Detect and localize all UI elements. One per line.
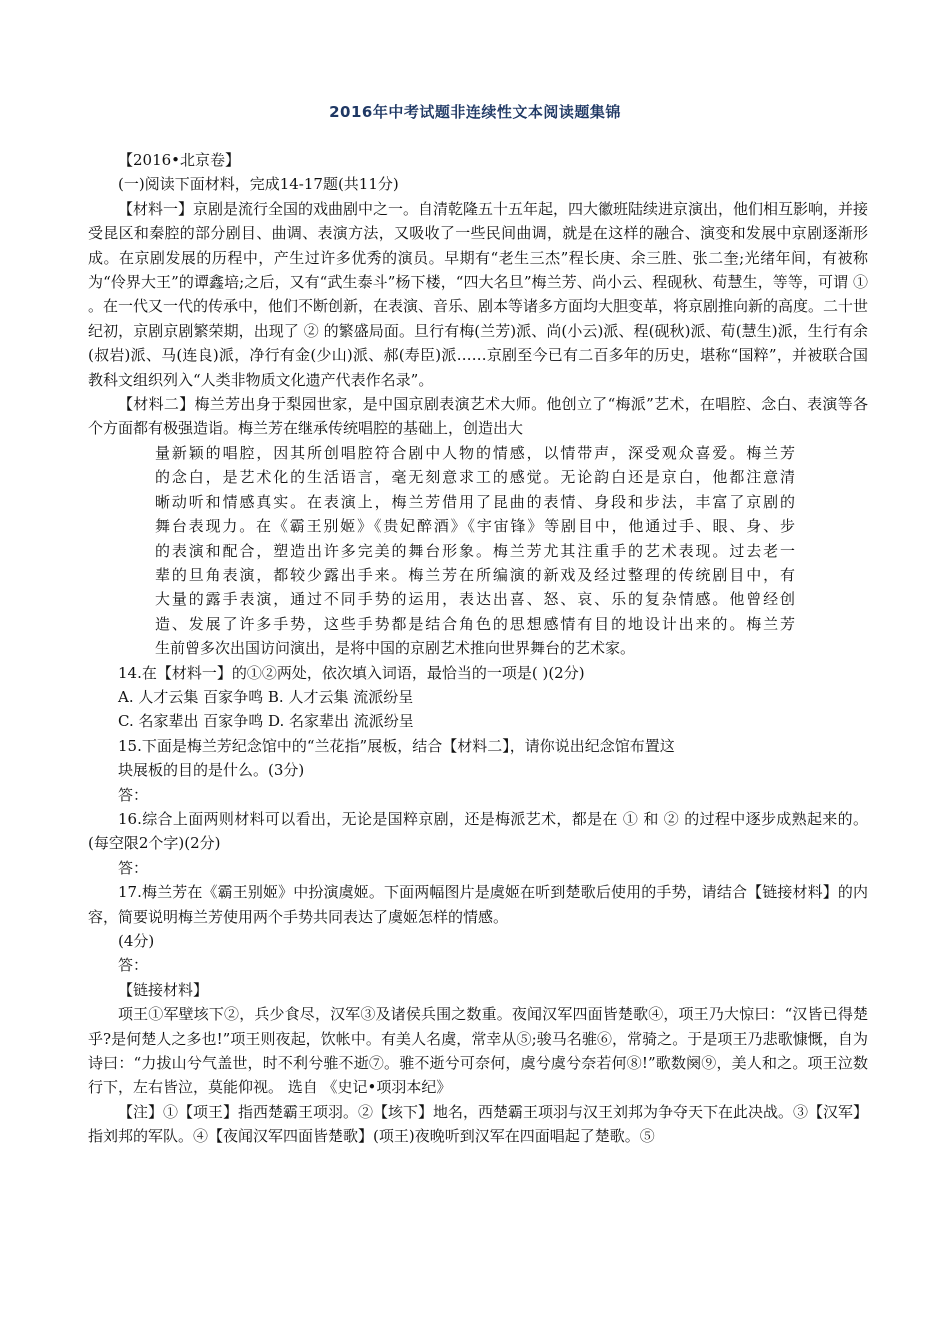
question-15: 15.下面是梅兰芳纪念馆中的“兰花指”展板，结合【材料二】，请你说出纪念馆布置这 [118,736,675,755]
document-body [88,148,868,1149]
material-two-line: 晰动听和情感真实。在表演上，梅兰芳借用了昆曲的表情、身段和步法，丰富了京剧的 [155,492,795,511]
question-14-options-cd: C. 名家辈出 百家争鸣 D. 名家辈出 流派纷呈 [118,712,414,731]
material-two-line: 的念白，是艺术化的生活语言，毫无刻意求工的感觉。无论韵白还是京白，他都注意清 [155,468,795,487]
question-17: 17.梅兰芳在《霸王别姬》中扮演虞姬。下面两幅图片是虞姬在听到楚歌后使用的手势，请结合【链接材料】的内容，简要说明梅兰芳使用两个手势共同表达了虞姬怎样的情感。 [88,883,868,926]
question-16: 16.综合上面两则材料可以看出，无论是国粹京剧，还是梅派艺术，都是在 ① 和 ② 的过程中逐步成熟起来的。(每空限2个字)(2分) [88,809,868,853]
material-two-line: 辈的旦角表演，都较少露出手来。梅兰芳在所编演的新戏及经过整理的传统剧目中，有 [155,565,795,584]
material-two-line: 造、发展了许多手势，这些手势都是结合角色的思想感情有目的地设计出来的。梅兰芳 [155,614,795,633]
answer-label: 答： [118,858,149,877]
material-two-line: 生前曾多次出国访问演出，是将中国的京剧艺术推向世界舞台的艺术家。 [155,639,636,658]
document-title: 2016年中考试题非连续性文本阅读题集锦 [329,103,621,121]
question-14: 14.在【材料一】的①②两处，依次填入词语，最恰当的一项是( )(2分) [118,663,585,682]
material-two-line: 的表演和配合，塑造出许多完美的舞台形象。梅兰芳尤其注重手的艺术表现。过去老一 [155,541,795,560]
material-two-line: 舞台表现力。在《霸王别姬》《贵妃醉酒》《宇宙锋》等剧目中，他通过手、眼、身、步 [155,517,795,536]
material-two-line: 大量的露手表演，通过不同手势的运用，表达出喜、怒、哀、乐的复杂情感。他曾经创 [155,590,795,609]
material-one-paragraph: 【材料一】京剧是流行全国的戏曲剧中之一。自清乾隆五十五年起，四大徽班陆续进京演出，他们相互影响，并接受昆区和秦腔的部分剧目、曲调、表演方法，又吸收了一些民间曲调，就是在这样的融合、演变和发展中京剧逐渐形成。在京剧发展的历程中，产生过许多优秀的演员。早期有“老生三杰”程长庚、余三胜、张二奎;光绪年间，有被称为“伶界大王”的谭鑫培;之后，又有“武生泰斗”杨下楼，“四大名旦”梅兰芳、尚小云、程砚秋、荀慧生，等等，可谓 ① 。在一代又一代的传承中，他们不断创新，在表演、音乐、剧本等诸多方面均大胆变革，将京剧推向新的高度。二十世纪初，京剧京剧繁荣期，出现了 ② 的繁盛局面。旦行有梅(兰芳)派、尚(小云)派、程(砚秋)派、荀(慧生)派，生行有余(叔岩)派、马(连良)派，净行有金(少山)派、郝(寿臣)派……京剧至今已有二百多年的历史，堪称“国粹”，并被联合国教科文组织列入“人类非物质文化遗产代表作名录”。 [88,199,869,389]
material-two-narrow-block [88,441,868,661]
question-14-options-ab: A. 人才云集 百家争鸣 B. 人才云集 流派纷呈 [118,687,414,706]
annotation-notes: 【注】①【项王】指西楚霸王项羽。②【垓下】地名，西楚霸王项羽与汉王刘邦为争夺天下在此决战。③【汉军】指刘邦的军队。④【夜闻汉军四面皆楚歌】(项王)夜晚听到汉军在四面唱起了楚歌。⑤ [88,1102,869,1146]
answer-label: 答： [118,785,149,804]
link-material-text: 项王①军壁垓下②，兵少食尽，汉军③及诸侯兵围之数重。夜闻汉军四面皆楚歌④，项王乃大惊曰：“汉皆已得楚乎?是何楚人之多也!”项王则夜起，饮帐中。有美人名虞，常幸从⑤;骏马名骓⑥，常骑之。于是项王乃悲歌慷慨，自为诗曰：“力拔山兮气盖世，时不利兮骓不逝⑦。骓不逝兮可奈何，虞兮虞兮奈若何⑧!”歌数阕⑨，美人和之。项王泣数行下，左右皆泣，莫能仰视。 选自 《史记•项羽本纪》 [88,1005,868,1097]
material-two-line: 量新颖的唱腔，因其所创唱腔符合剧中人物的情感，以情带声，深受观众喜爱。梅兰芳 [155,443,795,462]
material-two-intro: 【材料二】梅兰芳出身于梨园世家，是中国京剧表演艺术大师。他创立了“梅派”艺术，在唱腔、念白、表演等各个方面都有极强造诣。梅兰芳在继承传统唱腔的基础上，创造出大 [88,395,868,438]
answer-label: 答： [118,956,149,975]
section-intro: (一)阅读下面材料，完成14-17题(共11分) [118,175,399,194]
link-material-heading: 【链接材料】 [118,980,209,999]
exam-heading: 【2016•北京卷】 [118,151,241,169]
question-17-points: (4分) [118,932,155,950]
question-15-continued: 块展板的目的是什么。(3分) [118,761,305,780]
